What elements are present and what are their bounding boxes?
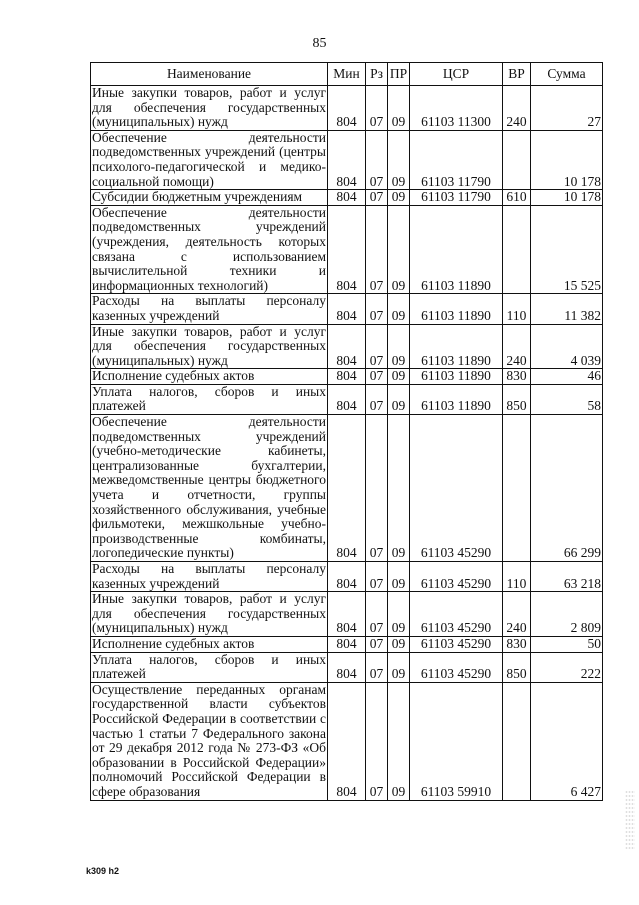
table-row <box>91 682 603 800</box>
cell-sum: 10 178 <box>531 190 603 206</box>
table-row <box>91 369 603 385</box>
table-row <box>91 592 603 637</box>
cell-pr: 09 <box>388 636 410 652</box>
cell-name: Субсидии бюджетным учреждениям <box>91 190 328 206</box>
cell-vr <box>503 682 531 800</box>
cell-min: 804 <box>328 369 366 385</box>
cell-sum: 10 178 <box>531 130 603 189</box>
cell-min: 804 <box>328 190 366 206</box>
cell-rz: 07 <box>366 562 388 592</box>
cell-pr: 09 <box>388 682 410 800</box>
cell-rz: 07 <box>366 205 388 294</box>
cell-min: 804 <box>328 86 366 131</box>
cell-vr: 110 <box>503 294 531 324</box>
cell-vr: 850 <box>503 384 531 414</box>
cell-pr: 09 <box>388 652 410 682</box>
cell-sum: 66 299 <box>531 415 603 562</box>
table-header-row <box>91 63 603 86</box>
cell-min: 804 <box>328 652 366 682</box>
budget-table <box>90 62 603 801</box>
cell-csr: 61103 45290 <box>410 636 503 652</box>
table-row <box>91 130 603 189</box>
cell-vr: 240 <box>503 324 531 369</box>
header-sum: Сумма <box>531 63 603 86</box>
cell-csr: 61103 11890 <box>410 205 503 294</box>
cell-vr: 830 <box>503 636 531 652</box>
cell-vr: 240 <box>503 86 531 131</box>
cell-pr: 09 <box>388 562 410 592</box>
header-vr: ВР <box>503 63 531 86</box>
cell-sum: 58 <box>531 384 603 414</box>
cell-pr: 09 <box>388 369 410 385</box>
cell-sum: 222 <box>531 652 603 682</box>
cell-sum: 27 <box>531 86 603 131</box>
cell-name: Иные закупки товаров, работ и услуг для обеспечения государственных (муниципальных) нужд <box>92 85 326 130</box>
page-number: 85 <box>312 36 327 51</box>
cell-name: Расходы на выплаты персоналу казенных учреждений <box>92 293 326 323</box>
cell-name: Уплата налогов, сборов и иных платежей <box>92 651 326 682</box>
cell-pr: 09 <box>388 190 410 206</box>
table-row <box>91 205 603 294</box>
table-row <box>91 324 603 369</box>
cell-csr: 61103 11890 <box>410 294 503 324</box>
header-csr: ЦСР <box>410 63 503 86</box>
cell-csr: 61103 45290 <box>410 562 503 592</box>
cell-name: Исполнение судебных актов <box>91 636 328 652</box>
cell-vr: 610 <box>503 190 531 206</box>
cell-vr: 830 <box>503 369 531 385</box>
cell-sum: 63 218 <box>531 562 603 592</box>
cell-name: Иные закупки товаров, работ и услуг для обеспечения государственных (муниципальных) нужд <box>92 323 326 368</box>
cell-csr: 61103 11890 <box>410 384 503 414</box>
cell-rz: 07 <box>366 592 388 637</box>
cell-rz: 07 <box>366 652 388 682</box>
cell-vr: 110 <box>503 562 531 592</box>
cell-csr: 61103 45290 <box>410 652 503 682</box>
cell-pr: 09 <box>388 384 410 414</box>
table-row <box>91 384 603 414</box>
table-row <box>91 190 603 206</box>
cell-name: Иные закупки товаров, работ и услуг для обеспечения государственных (муниципальных) нужд <box>92 591 326 636</box>
cell-pr: 09 <box>388 86 410 131</box>
cell-min: 804 <box>328 562 366 592</box>
cell-csr: 61103 11890 <box>410 324 503 369</box>
cell-rz: 07 <box>366 682 388 800</box>
cell-sum: 6 427 <box>531 682 603 800</box>
header-min: Мин <box>328 63 366 86</box>
cell-csr: 61103 45290 <box>410 415 503 562</box>
cell-rz: 07 <box>366 190 388 206</box>
cell-vr: 850 <box>503 652 531 682</box>
cell-pr: 09 <box>388 130 410 189</box>
cell-csr: 61103 11890 <box>410 369 503 385</box>
cell-min: 804 <box>328 415 366 562</box>
cell-min: 804 <box>328 130 366 189</box>
cell-pr: 09 <box>388 324 410 369</box>
cell-csr: 61103 11790 <box>410 190 503 206</box>
table-row <box>91 415 603 562</box>
cell-csr: 61103 11300 <box>410 86 503 131</box>
header-rz: Рз <box>366 63 388 86</box>
cell-csr: 61103 11790 <box>410 130 503 189</box>
cell-min: 804 <box>328 384 366 414</box>
table-row <box>91 86 603 131</box>
cell-min: 804 <box>328 682 366 800</box>
cell-csr: 61103 59910 <box>410 682 503 800</box>
header-name: Наименование <box>91 63 328 86</box>
cell-pr: 09 <box>388 205 410 294</box>
cell-pr: 09 <box>388 415 410 562</box>
cell-rz: 07 <box>366 384 388 414</box>
cell-rz: 07 <box>366 415 388 562</box>
table-row <box>91 636 603 652</box>
cell-sum: 4 039 <box>531 324 603 369</box>
cell-min: 804 <box>328 294 366 324</box>
cell-name: Обеспечение деятельности подведомственных учреждений (учреждения, деятельность которых связана с использованием вычислительной техники и информационных технологий) <box>92 204 326 293</box>
cell-sum: 50 <box>531 636 603 652</box>
cell-min: 804 <box>328 592 366 637</box>
cell-min: 804 <box>328 324 366 369</box>
cell-name: Обеспечение деятельности подведомственных учреждений (центры психолого-педагогической и медико-социальной помощи) <box>92 129 326 189</box>
cell-sum: 2 809 <box>531 592 603 637</box>
cell-min: 804 <box>328 636 366 652</box>
table-row <box>91 652 603 682</box>
cell-min: 804 <box>328 205 366 294</box>
cell-vr <box>503 205 531 294</box>
cell-sum: 46 <box>531 369 603 385</box>
cell-rz: 07 <box>366 369 388 385</box>
cell-pr: 09 <box>388 592 410 637</box>
cell-rz: 07 <box>366 636 388 652</box>
cell-csr: 61103 45290 <box>410 592 503 637</box>
cell-vr <box>503 130 531 189</box>
cell-rz: 07 <box>366 86 388 131</box>
scan-noise <box>625 790 635 850</box>
cell-rz: 07 <box>366 294 388 324</box>
cell-name: Исполнение судебных актов <box>91 369 328 385</box>
cell-pr: 09 <box>388 294 410 324</box>
table-row <box>91 294 603 324</box>
cell-vr: 240 <box>503 592 531 637</box>
header-pr: ПР <box>388 63 410 86</box>
cell-name: Расходы на выплаты персоналу казенных учреждений <box>92 561 326 591</box>
cell-vr <box>503 415 531 562</box>
cell-name: Уплата налогов, сборов и иных платежей <box>92 383 326 414</box>
cell-rz: 07 <box>366 130 388 189</box>
table-row <box>91 562 603 592</box>
cell-name: Осуществление переданных органам государственной власти субъектов Российской Федерации в соответствии с частью 1 статьи 7 Федерального закона от 29 декабря 2012 года № 273-ФЗ «Об образовании в Российской Федерации» полномочий Российской Федерации в сфере образования <box>92 681 326 799</box>
footer-code: k309 h2 <box>86 866 120 876</box>
cell-rz: 07 <box>366 324 388 369</box>
cell-name: Обеспечение деятельности подведомственных учреждений (учебно-методические кабинеты, централизованные бухгалтерии, межведомственные центры бюджетного учета и отчетности, группы хозяйственного обслуживания, учебные фильмотеки, межшкольные учебно-производственные комбинаты, логопедические пункты) <box>92 414 326 561</box>
cell-sum: 11 382 <box>531 294 603 324</box>
cell-sum: 15 525 <box>531 205 603 294</box>
